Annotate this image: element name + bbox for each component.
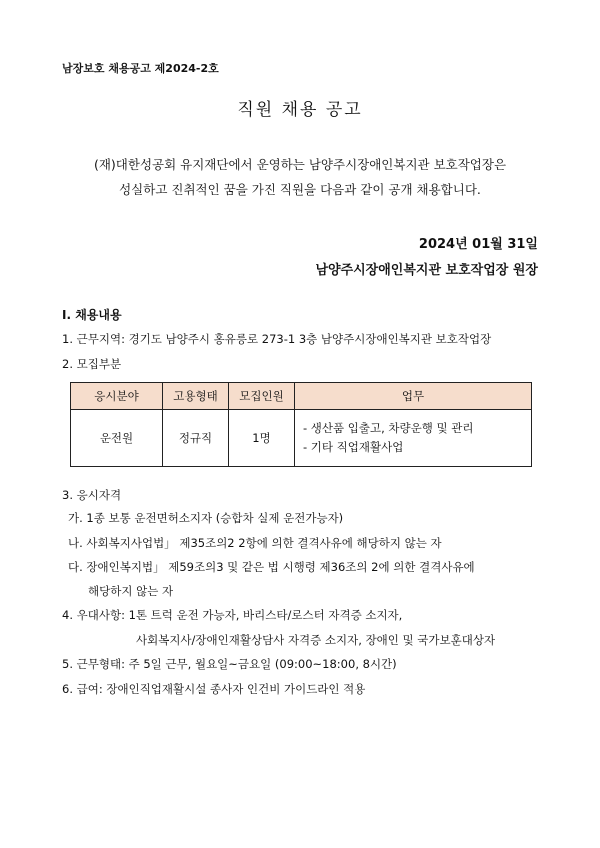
table-row [71,410,532,467]
qualification-da: 다. 장애인복지법」 제59조의3 및 같은 법 시행령 제36조의 2에 의한 결격사유에 [68,560,475,574]
intro-line-1: (재)대한성공회 유지재단에서 운영하는 남양주시장애인복지관 보호작업장은 [93,157,507,172]
recruitment-field-label: 2. 모집부분 [62,357,122,371]
header-employment-type: 고용형태 [163,383,229,410]
header-headcount: 모집인원 [229,383,295,410]
table-header-row [71,383,532,410]
section-heading: Ⅰ. 채용내용 [62,308,122,322]
signer: 남양주시장애인복지관 보호작업장 원장 [315,263,538,278]
work-location: 1. 근무지역: 경기도 남양주시 홍유릉로 273-1 3층 남양주시장애인복지관 보호작업장 [62,332,492,346]
cell-duties [295,410,532,467]
work-schedule: 5. 근무형태: 주 5일 근무, 월요일~금요일 (09:00~18:00, 8시간) [62,657,397,671]
document-number: 남장보호 채용공고 제2024-2호 [62,62,219,75]
cell-headcount: 1명 [229,410,295,467]
cell-employment-type: 정규직 [163,410,229,467]
intro-line-2: 성실하고 진취적인 꿈을 가진 직원을 다음과 같이 공개 채용합니다. [119,182,481,197]
duty-line-2: - 기타 직업재활사업 [303,440,404,454]
preferences-continued: 사회복지사/장애인재활상담사 자격증 소지자, 장애인 및 국가보훈대상자 [136,633,496,647]
recruitment-table [70,382,532,467]
page-title: 직원 채용 공고 [237,100,363,120]
header-duties: 업무 [295,383,532,410]
duty-line-1: - 생산품 입출고, 차량운행 및 관리 [303,421,474,435]
qualification-da-continued: 해당하지 않는 자 [88,584,174,598]
qualification-ga: 가. 1종 보통 운전면허소지자 (승합차 실제 운전가능자) [68,511,344,525]
qualification-na: 나. 사회복지사업법」 제35조의2 2항에 의한 결격사유에 해당하지 않는 자 [68,536,442,550]
qualifications-label: 3. 응시자격 [62,488,122,502]
announcement-date: 2024년 01월 31일 [418,237,538,252]
cell-field: 운전원 [71,410,163,467]
header-field: 응시분야 [71,383,163,410]
preferences: 4. 우대사항: 1톤 트럭 운전 가능자, 바리스타/로스터 자격증 소지자, [62,608,403,622]
salary: 6. 급여: 장애인직업재활시설 종사자 인건비 가이드라인 적용 [62,682,366,696]
